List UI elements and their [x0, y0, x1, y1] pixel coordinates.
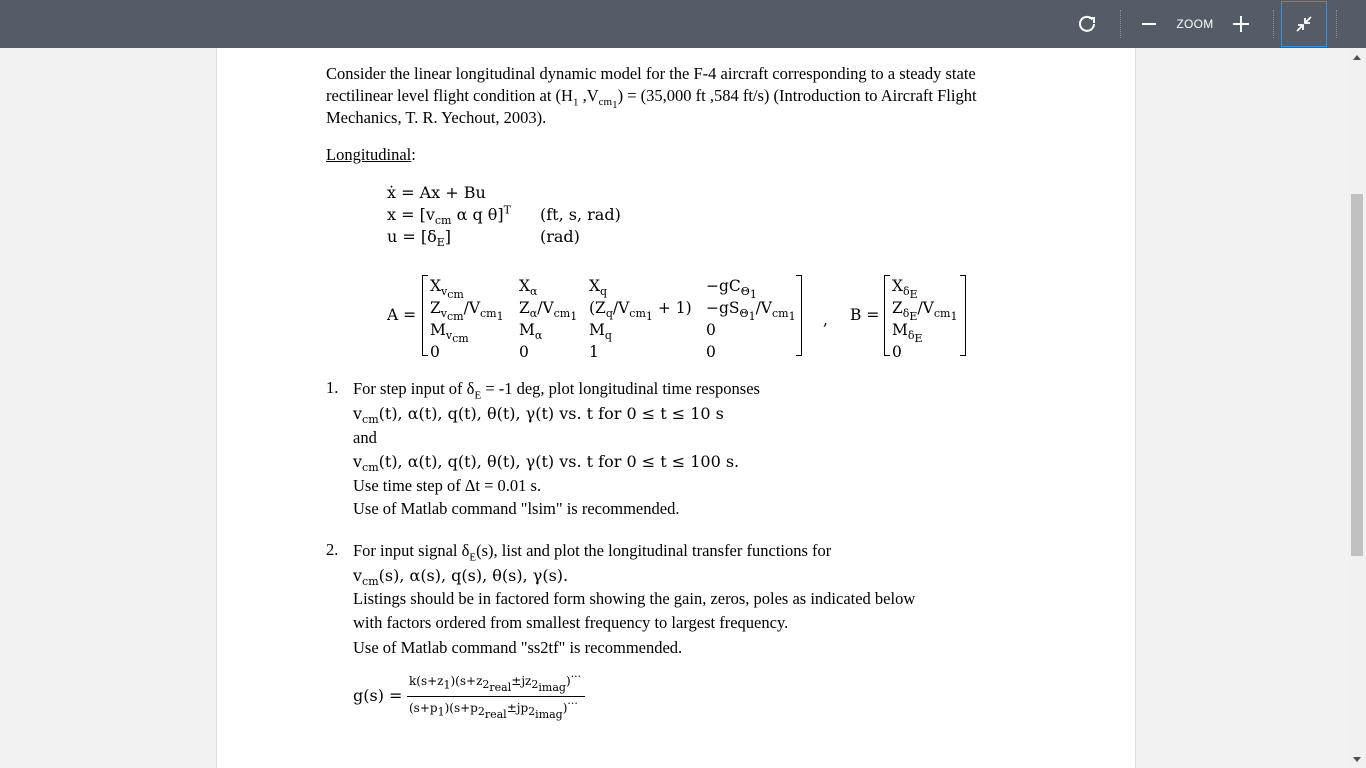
- matrix-a-cell: $X_{v_{cm}}$: [430, 277, 464, 302]
- matrix-a-cell: 0: [430, 343, 440, 361]
- item-1-line-6: Use of Matlab command "lsim" is recommended.: [353, 499, 680, 518]
- matrix-a-cell: $M_{v_{cm}}$: [430, 321, 469, 346]
- viewer-toolbar: [0, 0, 1366, 48]
- transfer-function-denominator: $(s+p_1)(s+p_{2_{real}}\pm jp_{2_{imag}})^{\cdot\cdot\cdot}$: [409, 697, 578, 722]
- state-units: (ft, s, rad): [540, 205, 621, 224]
- toolbar-divider: [1120, 10, 1121, 38]
- matrix-a-cell: $(Z_q/V_{cm_1} + 1)$: [589, 299, 692, 324]
- item-1-line-2: $v_{cm}(t)$, α(t), q(t), θ(t), γ(t) vs. t for 0 ≤ t ≤ 10 s: [353, 404, 724, 427]
- state-vector: $x = [v_{cm}$ α q θ]$^T$: [387, 203, 512, 228]
- matrix-b-cell: $Z_{\delta_E}/V_{cm_1}$: [892, 299, 958, 324]
- item-1-line-5: Use time step of Δt = 0.01 s.: [353, 476, 542, 495]
- item-2-number: 2.: [326, 540, 339, 559]
- item-2-line-5: Use of Matlab command "ss2tf" is recommended.: [353, 638, 683, 657]
- item-1-line-3: and: [353, 428, 377, 447]
- scroll-down-arrow-icon[interactable]: [1353, 757, 1361, 762]
- minus-icon: [1142, 17, 1156, 31]
- toolbar-divider: [1336, 10, 1337, 38]
- exit-fullscreen-icon: [1295, 15, 1313, 33]
- matrix-b-cell: $X_{\delta_E}$: [892, 277, 918, 302]
- matrix-a-cell: $Z_{v_{cm}}/V_{cm_1}$: [430, 299, 504, 324]
- transfer-function-lhs: g(s) =: [353, 686, 403, 705]
- item-2-line-3: Listings should be in factored form showing the gain, zeros, poles as indicated below: [353, 589, 916, 608]
- matrix-b-left-bracket: [884, 275, 890, 356]
- matrix-a-cell: $-gS_{\Theta_1}/V_{cm_1}$: [706, 299, 796, 324]
- scroll-up-arrow-icon[interactable]: [1353, 55, 1361, 60]
- reload-button[interactable]: [1070, 0, 1104, 48]
- matrix-a-cell: 0: [706, 343, 716, 361]
- input-units: (rad): [540, 227, 580, 246]
- intro-line-1: Consider the linear longitudinal dynamic model for the F-4 aircraft corresponding to a steady state: [326, 64, 976, 83]
- matrix-a-cell: 0: [706, 321, 716, 339]
- zoom-label: ZOOM: [1176, 17, 1214, 31]
- item-1-line-4: $v_{cm}(t)$, α(t), q(t), θ(t), γ(t) vs. t for 0 ≤ t ≤ 100 s.: [353, 452, 740, 475]
- matrix-a-cell: $-gC_{\Theta_1}$: [706, 277, 757, 302]
- matrix-a-cell: 1: [589, 343, 599, 361]
- matrix-a-label: A =: [387, 306, 417, 324]
- item-2-line-4: with factors ordered from smallest frequency to largest frequency.: [353, 613, 789, 632]
- reload-icon: [1077, 14, 1097, 34]
- item-1-line-1: For step input of $\delta_E = -1$ deg, plot longitudinal time responses: [353, 379, 760, 402]
- transfer-function-numerator: $k(s+z_1)(s+z_{2_{real}}\pm jz_{2_{imag}})^{\cdot\cdot\cdot}$: [409, 670, 582, 695]
- matrix-a-cell: $M_\alpha$: [519, 321, 543, 343]
- matrix-a-cell: 0: [519, 343, 529, 361]
- item-2-line-1: For input signal $\delta_E(s)$, list and plot the longitudinal transfer functions for: [353, 541, 832, 564]
- zoom-in-button[interactable]: [1230, 0, 1252, 48]
- matrix-b-cell: 0: [892, 343, 902, 361]
- matrix-a-cell: $X_q$: [589, 277, 608, 299]
- input-vector: $u = [\delta_E]$: [387, 227, 452, 250]
- intro-line-2: rectilinear level flight condition at ($H_1$ $,V_{cm_1}) = (35,000$ ft ,584 ft/s) (Introduction to Aircraft Flight: [326, 86, 977, 112]
- document-page: [216, 48, 1136, 768]
- matrix-a-cell: $X_\alpha$: [519, 277, 538, 299]
- matrix-b-label: B =: [850, 306, 880, 324]
- plus-icon: [1233, 16, 1249, 32]
- fraction-bar: [407, 696, 585, 697]
- zoom-out-button[interactable]: [1138, 0, 1160, 48]
- matrix-b-right-bracket: [960, 275, 966, 356]
- matrix-b-cell: $M_{\delta_E}$: [892, 321, 923, 346]
- matrix-a-cell: $Z_\alpha/V_{cm_1}$: [519, 299, 578, 324]
- state-equation: ẋ = Ax + Bu: [387, 183, 486, 202]
- matrix-a-right-bracket: [796, 275, 802, 356]
- item-2-line-2: $v_{cm}(s)$, α(s), q(s), θ(s), γ(s).: [353, 566, 569, 589]
- matrix-a-left-bracket: [422, 275, 428, 356]
- item-1-number: 1.: [326, 378, 339, 397]
- section-heading: Longitudinal:: [326, 145, 416, 164]
- scrollbar-thumb[interactable]: [1351, 194, 1363, 556]
- toolbar-divider: [1273, 10, 1274, 38]
- matrix-separator: ,: [823, 311, 828, 329]
- intro-line-3: Mechanics, T. R. Yechout, 2003).: [326, 108, 547, 127]
- matrix-a-cell: $M_q$: [589, 321, 612, 343]
- exit-fullscreen-button[interactable]: [1281, 1, 1327, 47]
